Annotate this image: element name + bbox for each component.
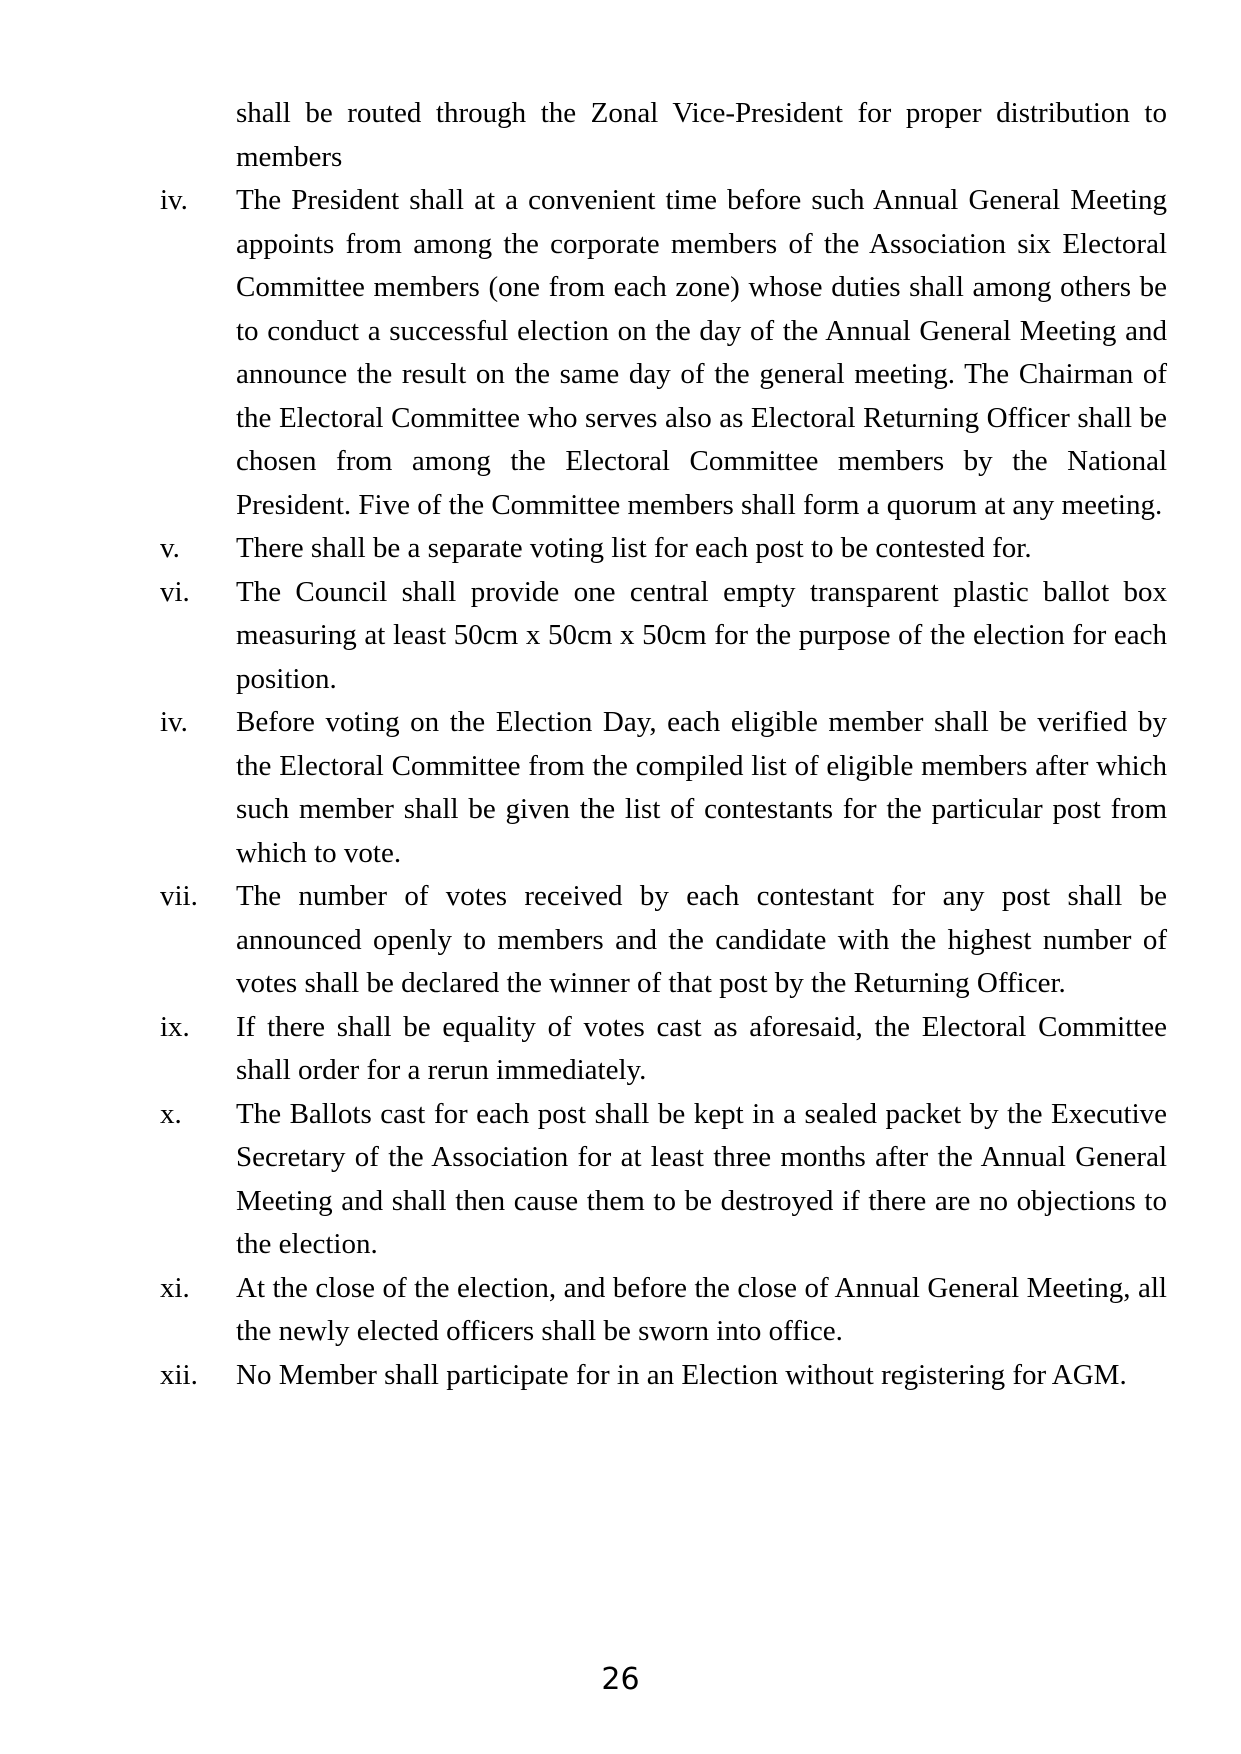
item-text: There shall be a separate voting list for each post to be contested for. <box>236 532 1032 564</box>
page-number: 26 <box>601 1662 640 1697</box>
item-marker: iv. <box>160 706 188 738</box>
item-text: If there shall be equality of votes cast as aforesaid, the Electoral Committee shall order for a rerun immediately. <box>236 1010 1167 1086</box>
item-marker: v. <box>160 532 180 564</box>
list-item <box>160 1006 1167 1093</box>
item-text: The number of votes received by each contestant for any post shall be announced openly to members and the candidate with the highest number of votes shall be declared the winner of that post by the Returning Officer. <box>236 880 1167 999</box>
item-marker: xi. <box>160 1271 190 1304</box>
item-text: The Council shall provide one central empty transparent plastic ballot box measuring at least 50cm x 50cm x 50cm for the purpose of the election for each position. <box>236 575 1167 695</box>
item-marker: iv. <box>160 184 188 216</box>
list-item <box>160 527 1167 571</box>
item-text: The Ballots cast for each post shall be kept in a sealed packet by the Executive Secretary of the Association for at least three months after the Annual General Meeting and shall then cause them to be destroyed if there are no objections to the election. <box>236 1097 1167 1260</box>
list-item <box>160 571 1167 702</box>
list-item <box>160 1093 1167 1267</box>
item-text: The President shall at a convenient time before such Annual General Meeting appoints from among the corporate members of the Association six Electoral Committee members (one from each zone) whose duties shall among others be to conduct a successful election on the day of the Annual General Meeting and announce the result on the same day of the general meeting. The Chairman of the Electoral Committee who serves also as Electoral Returning Officer shall be chosen from among the Electoral Committee members by the National President. Five of the Committee members shall form a quorum at any meeting. <box>236 184 1167 521</box>
item-text: At the close of the election, and before the close of Annual General Meeting, all the newly elected officers shall be sworn into office. <box>236 1271 1167 1347</box>
list-item <box>160 179 1167 527</box>
list-item <box>160 875 1167 1006</box>
item-marker: xii. <box>160 1358 198 1391</box>
item-marker: ix. <box>160 1010 190 1043</box>
list-item <box>160 701 1167 875</box>
item-text: shall be routed through the Zonal Vice-President for proper distribution to members <box>236 97 1167 173</box>
item-marker: vii. <box>160 880 198 912</box>
list-item <box>160 92 1167 179</box>
numbered-list <box>160 92 1167 1397</box>
item-text: No Member shall participate for in an Election without registering for AGM. <box>236 1358 1127 1391</box>
item-marker: vi. <box>160 575 190 608</box>
item-marker: x. <box>160 1097 182 1130</box>
list-item <box>160 1354 1167 1398</box>
item-text: Before voting on the Election Day, each eligible member shall be verified by the Electoral Committee from the compiled list of eligible members after which such member shall be given the list of contestants for the particular post from which to vote. <box>236 706 1167 869</box>
list-item <box>160 1267 1167 1354</box>
